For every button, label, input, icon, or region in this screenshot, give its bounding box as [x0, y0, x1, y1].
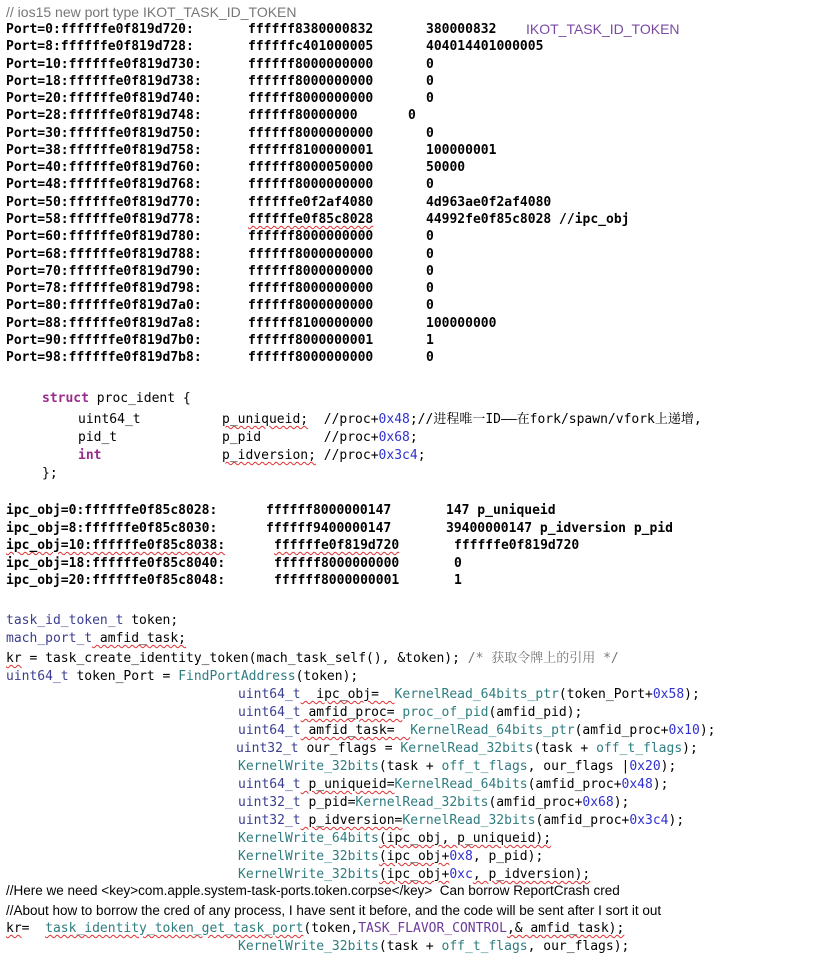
args: (ipc_obj+ — [378, 867, 450, 882]
port-row-address: Port=40:ffffffe0f819d760: — [6, 160, 202, 176]
ipc-row-address: ipc_obj=18:ffffffe0f85c8040: — [6, 555, 226, 571]
args-end: ); — [613, 795, 630, 810]
decl: our_flags = — [298, 741, 401, 756]
args: (token, — [303, 921, 359, 936]
code-line-write-flags — [238, 758, 676, 775]
port-row-raw: ffffff8000000000 — [248, 56, 374, 72]
const-name: off_t_flags — [596, 741, 683, 756]
func-name: task_identity_token_get_task_port — [45, 921, 304, 936]
port-row-value: 100000001 — [426, 142, 497, 158]
port-row-address: Port=50:ffffffe0f819d770: — [6, 194, 202, 210]
port-row-value: 0 — [426, 298, 434, 314]
args-end: , our_flags); — [527, 939, 630, 954]
port-row-raw: ffffffe0f85c8028 — [248, 211, 374, 227]
args-end: ); — [668, 813, 685, 828]
type-name: uint32_t — [238, 813, 301, 828]
port-row-address: Port=78:ffffffe0f819d798: — [6, 281, 202, 297]
port-row-raw: ffffff8000000000 — [248, 125, 374, 141]
code-line-idversion — [238, 812, 684, 829]
type-name: uint64_t — [238, 723, 301, 738]
args-end: ); — [699, 723, 716, 738]
port-row-address: Port=28:ffffffe0f819d748: — [6, 108, 202, 124]
ipc-row-raw: ffffff8000000001 — [274, 573, 400, 589]
code-line-restore-flags — [238, 938, 629, 955]
port-row-address: Port=90:ffffffe0f819d7b0: — [6, 332, 202, 348]
ipc-row-address: ipc_obj=10:ffffffe0f85c8038: — [6, 538, 226, 554]
port-row-value: 0 — [426, 125, 434, 141]
field-comment-tail: ; — [417, 448, 426, 463]
port-row-address: Port=60:ffffffe0f819d780: — [6, 229, 202, 245]
ipc-row-raw: ffffffe0f819d720 — [274, 538, 400, 554]
port-row-raw: ffffff8100000001 — [248, 142, 374, 158]
ipc-row-value: ffffffe0f819d720 — [454, 538, 580, 554]
port-row-address: Port=0:ffffffe0f819d720: — [6, 22, 194, 37]
type-name: mach_port_t — [6, 631, 93, 646]
args: (task + — [378, 939, 442, 954]
field-offset: 0x68 — [378, 430, 410, 445]
code-comment: /* 获取令牌上的引用 */ — [467, 651, 619, 666]
field-name: p_idversion; — [222, 448, 316, 463]
args-end: ); — [682, 741, 698, 756]
func-name: proc_of_pid — [402, 705, 489, 720]
struct-name: proc_ident { — [88, 391, 191, 406]
struct-field-uniqueid — [222, 411, 702, 428]
decl: token_Port = — [68, 669, 179, 684]
ipc-row-address: ipc_obj=8:ffffffe0f85c8030: — [6, 520, 218, 536]
struct-field-uniqueid-type: uint64_t — [78, 412, 141, 427]
port-row-raw: ffffff8000000001 — [248, 332, 374, 348]
code-line-uniqueid — [238, 776, 669, 793]
code-line-write-uniqueid — [238, 830, 551, 847]
port-row-raw: ffffff8000000000 — [248, 73, 374, 89]
port-row-address: Port=70:ffffffe0f819d790: — [6, 263, 202, 279]
assign: = — [21, 921, 46, 936]
port-row-value: 0 — [408, 108, 416, 124]
args: (amfid_pid); — [488, 705, 583, 720]
code-line-amfid-task — [238, 722, 715, 739]
func-name: KernelWrite_32bits — [238, 849, 379, 864]
ipc-row-value: 147 p_uniqueid — [446, 503, 556, 518]
code-line-amfid-task-decl — [6, 630, 186, 647]
port-row-value: 0 — [426, 263, 434, 279]
field-name: p_pid — [222, 430, 262, 445]
const-name: off_t_flags — [441, 939, 528, 954]
ipc-row-value: 39400000147 p_idversion p_pid — [446, 520, 673, 536]
port-row-value: 44992fe0f85c8028 //ipc_obj — [426, 211, 630, 227]
port-row-address: Port=20:ffffffe0f819d740: — [6, 91, 202, 107]
field-comment: //proc+ — [323, 448, 379, 463]
args-end: ,& amfid_task); — [506, 921, 625, 936]
field-comment: //proc+ — [323, 412, 379, 427]
args-end: ); — [660, 759, 677, 774]
call: = task_create_identity_token(mach_task_self(), &token); — [21, 651, 468, 666]
port-row-value: 1 — [426, 332, 434, 348]
port-row-raw: ffffff8380000832 — [248, 22, 374, 37]
port-row-raw: ffffff8000000000 — [248, 91, 374, 107]
port-row-value: 0 — [426, 177, 434, 193]
ipc-row-raw: ffffff8000000147 — [266, 503, 392, 518]
func-name: KernelRead_64bits — [394, 777, 528, 792]
port-row-value: 0 — [426, 56, 434, 72]
var-kr: kr — [6, 921, 22, 936]
type-name: uint64_t — [6, 669, 69, 684]
struct-field-idversion-type: int — [78, 448, 102, 463]
ipc-row-raw: ffffff8000000000 — [274, 555, 400, 571]
decl-rest: amfid_task; — [92, 631, 187, 646]
args-mid: , our_flags | — [527, 759, 630, 774]
type-name: task_id_token_t — [6, 613, 124, 628]
struct-close: }; — [42, 466, 58, 481]
port-row-address: Port=18:ffffffe0f819d738: — [6, 73, 202, 89]
struct-keyword: struct — [42, 391, 89, 406]
const-name: TASK_FLAVOR_CONTROL — [358, 921, 507, 936]
field-comment: //proc+ — [323, 430, 379, 445]
port-row-value: 0 — [426, 281, 434, 297]
port-row-raw: ffffff8000050000 — [248, 160, 374, 176]
header-comment: // ios15 new port type IKOT_TASK_ID_TOKEN — [6, 4, 297, 20]
args: (ipc_obj, p_uniqueid); — [378, 831, 552, 846]
args: (ipc_obj+ — [378, 849, 450, 864]
note-borrow-cred: //About how to borrow the cred of any process, I have sent it before, and the code will be sent after I sort it out — [6, 903, 662, 918]
code-line-token-decl — [6, 612, 178, 629]
port-row-value: 0 — [426, 229, 434, 245]
func-name: KernelWrite_64bits — [238, 831, 379, 846]
port-row-value: 380000832 — [426, 22, 497, 37]
args-end: , p_idversion); — [472, 867, 591, 882]
func-name: KernelWrite_32bits — [238, 939, 379, 954]
args: (task + — [533, 741, 597, 756]
code-line-create-token — [6, 650, 619, 667]
args: (amfid_proc+ — [535, 813, 630, 828]
port-row-value: 0 — [426, 350, 434, 366]
field-name: p_uniqueid; — [222, 412, 309, 427]
decl-rest: token; — [123, 613, 179, 628]
port-row-address: Port=68:ffffffe0f819d788: — [6, 246, 202, 262]
type-name: uint64_t — [238, 687, 301, 702]
port-row-value: 0 — [426, 91, 434, 107]
code-line-our-flags — [236, 740, 698, 757]
struct-field-idversion — [222, 447, 426, 464]
ipc-row-address: ipc_obj=0:ffffffe0f85c8028: — [6, 503, 218, 518]
port-row-value: 50000 — [426, 160, 466, 176]
port-row-raw: ffffff8000000000 — [248, 246, 374, 262]
port-row-address: Port=10:ffffffe0f819d730: — [6, 56, 202, 72]
code-line-ipc-obj — [238, 686, 700, 703]
type-name: uint32_t — [238, 795, 301, 810]
offset: 0x10 — [668, 723, 700, 738]
type-name: uint64_t — [238, 777, 301, 792]
port-row-address: Port=38:ffffffe0f819d758: — [6, 142, 202, 158]
port-row-address: Port=88:ffffffe0f819d7a8: — [6, 315, 202, 331]
port-row-address: Port=58:ffffffe0f819d778: — [6, 211, 202, 227]
field-comment-tail: ;//进程唯一ID——在fork/spawn/vfork上递增, — [409, 412, 702, 427]
port-row-raw: ffffff8000000000 — [248, 281, 374, 297]
port-row-value: 4d963ae0f2af4080 — [426, 194, 552, 210]
decl: amfid_task= — [300, 723, 411, 738]
type-name: uint64_t — [238, 705, 301, 720]
func-name: KernelRead_32bits — [400, 741, 534, 756]
port-row-raw: ffffffe0f2af4080 — [248, 194, 374, 210]
port-row-raw: ffffff8000000000 — [248, 350, 374, 366]
port-row-value: 100000000 — [426, 315, 497, 331]
func-name: FindPortAddress — [178, 669, 296, 684]
ipc-row-value: 1 — [454, 573, 462, 589]
func-name: KernelRead_32bits — [355, 795, 489, 810]
args: (token_Port+ — [558, 687, 653, 702]
code-line-amfid-proc — [238, 704, 582, 721]
args: (amfid_proc+ — [488, 795, 583, 810]
offset: 0x48 — [621, 777, 653, 792]
port-row-address: Port=8:ffffffe0f819d728: — [6, 39, 194, 55]
port-row-raw: ffffff8000000000 — [248, 263, 374, 279]
port-row-raw: ffffff80000000 — [248, 108, 358, 124]
port-row-raw: ffffff8000000000 — [248, 229, 374, 245]
port-row-address: Port=98:ffffffe0f819d7b8: — [6, 350, 202, 366]
decl: p_pid= — [300, 795, 356, 810]
decl: amfid_proc= — [300, 705, 403, 720]
offset: 0x20 — [629, 759, 661, 774]
offset: 0x58 — [652, 687, 685, 702]
field-offset: 0x3c4 — [378, 448, 418, 463]
args: (amfid_proc+ — [574, 723, 669, 738]
args-end: ); — [684, 687, 700, 702]
ipc-row-raw: ffffff9400000147 — [266, 520, 392, 536]
func-name: KernelWrite_32bits — [238, 867, 379, 882]
struct-field-pid — [222, 429, 418, 446]
args-end: , p_pid); — [472, 849, 544, 864]
offset: 0x3c4 — [629, 813, 669, 828]
ipc-row-address: ipc_obj=20:ffffffe0f85c8048: — [6, 573, 226, 589]
code-line-pid — [238, 794, 629, 811]
type-name: uint32_t — [236, 741, 299, 756]
args-end: ); — [652, 777, 669, 792]
code-line-write-pid — [238, 848, 543, 865]
port-row-value: 404014401000005 — [426, 39, 544, 55]
port-row-raw: ffffff8000000000 — [248, 298, 374, 314]
port-row-type-note: IKOT_TASK_ID_TOKEN — [526, 21, 680, 37]
port-row-raw: ffffff8100000000 — [248, 315, 374, 331]
decl: p_uniqueid= — [300, 777, 395, 792]
offset: 0x8 — [449, 849, 473, 864]
decl: p_idversion= — [300, 813, 403, 828]
args: (task + — [378, 759, 442, 774]
note-entitlement: //Here we need <key>com.apple.system-task-ports.token.corpse</key> Can borrow ReportCrash cred — [6, 883, 620, 898]
port-row-address: Port=48:ffffffe0f819d768: — [6, 177, 202, 193]
code-line-get-task-port — [6, 920, 624, 937]
struct-header — [42, 390, 191, 407]
offset: 0x68 — [582, 795, 614, 810]
func-name: KernelRead_32bits — [402, 813, 536, 828]
const-name: off_t_flags — [441, 759, 528, 774]
code-line-write-idversion — [238, 866, 590, 883]
args: (token); — [295, 669, 359, 684]
port-row-address: Port=30:ffffffe0f819d750: — [6, 125, 202, 141]
port-row-address: Port=80:ffffffe0f819d7a0: — [6, 298, 202, 314]
args: (amfid_proc+ — [527, 777, 622, 792]
field-offset: 0x48 — [378, 412, 410, 427]
offset: 0xc — [449, 867, 473, 882]
var-kr: kr — [6, 651, 22, 666]
field-comment-tail: ; — [409, 430, 418, 445]
decl: ipc_obj= — [300, 687, 395, 702]
port-row-raw: ffffff8000000000 — [248, 177, 374, 193]
struct-field-pid-type: pid_t — [78, 430, 118, 445]
port-row-value: 0 — [426, 246, 434, 262]
port-row-value: 0 — [426, 73, 434, 89]
code-line-token-port — [6, 668, 358, 685]
port-row-raw: ffffffc401000005 — [248, 39, 374, 55]
func-name: KernelRead_64bits_ptr — [394, 687, 559, 702]
func-name: KernelRead_64bits_ptr — [410, 723, 575, 738]
func-name: KernelWrite_32bits — [238, 759, 379, 774]
ipc-row-value: 0 — [454, 555, 462, 571]
